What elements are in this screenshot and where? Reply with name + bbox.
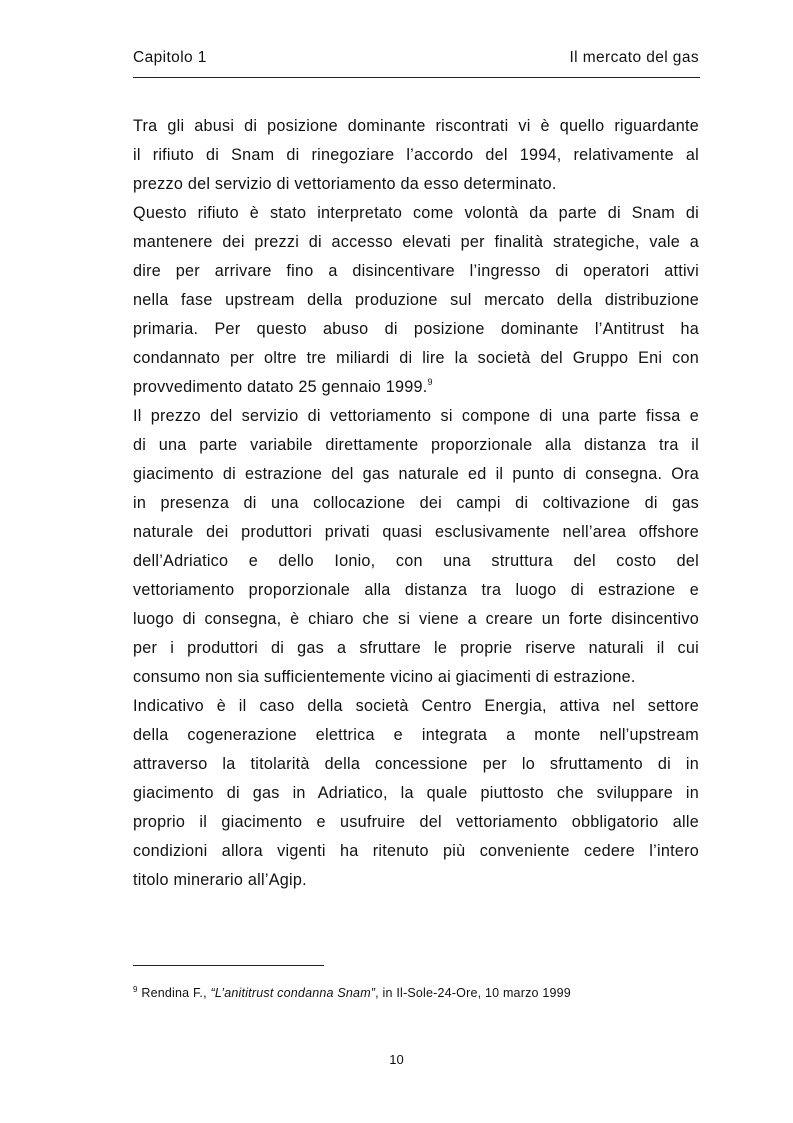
- paragraph-1: [133, 112, 699, 199]
- text-line: titolo minerario all’Agip.: [133, 871, 307, 889]
- footnote-reference[interactable]: 9: [427, 377, 433, 387]
- text-line: luogo di consegna, è chiaro che si viene a creare un forte disincentivo: [133, 610, 699, 628]
- text-line: della cogenerazione elettrica e integrata a monte nell’upstream: [133, 726, 699, 744]
- paragraph-2: [133, 199, 699, 402]
- text-line: primaria. Per questo abuso di posizione dominante l’Antitrust ha: [133, 320, 699, 338]
- text-line: consumo non sia sufficientemente vicino ai giacimenti di estrazione.: [133, 668, 636, 686]
- footnote-number: 9: [133, 985, 138, 994]
- text-line: Indicativo è il caso della società Centro Energia, attiva nel settore: [133, 697, 699, 715]
- text-line: attraverso la titolarità della concessione per lo sfruttamento di in: [133, 755, 699, 773]
- text-line: in presenza di una collocazione dei campi di coltivazione di gas: [133, 494, 699, 512]
- text-line: vettoriamento proporzionale alla distanza tra luogo di estrazione e: [133, 581, 699, 599]
- text-line: condizioni allora vigenti ha ritenuto più conveniente cedere l’intero: [133, 842, 699, 860]
- text-line: di una parte variabile direttamente proporzionale alla distanza tra il: [133, 436, 699, 454]
- footnote-author: Rendina F.,: [141, 986, 211, 1000]
- text-line: naturale dei produttori privati quasi esclusivamente nell’area offshore: [133, 523, 699, 541]
- text-line: dell’Adriatico e dello Ionio, con una struttura del costo del: [133, 552, 699, 570]
- body-text: [133, 112, 699, 895]
- paragraph-3: [133, 402, 699, 692]
- text-line: Tra gli abusi di posizione dominante riscontrati vi è quello riguardante: [133, 117, 699, 135]
- text-line: dire per arrivare fino a disincentivare l’ingresso di operatori attivi: [133, 262, 699, 280]
- text-line-with-footnote: [133, 373, 699, 402]
- paragraph-4: [133, 692, 699, 895]
- text-line: Questo rifiuto è stato interpretato come volontà da parte di Snam di: [133, 204, 699, 222]
- text-line: giacimento di gas in Adriatico, la quale piuttosto che sviluppare in: [133, 784, 699, 802]
- chapter-label: Capitolo 1: [133, 49, 207, 66]
- text-line: provvedimento datato 25 gennaio 1999.: [133, 378, 428, 396]
- text-line: Il prezzo del servizio di vettoriamento si compone di una parte fissa e: [133, 407, 699, 425]
- text-line: mantenere dei prezzi di accesso elevati per finalità strategiche, vale a: [133, 233, 699, 251]
- text-line: per i produttori di gas a sfruttare le proprie riserve naturali il cui: [133, 639, 699, 657]
- page-number: 10: [389, 1052, 404, 1067]
- section-title: Il mercato del gas: [569, 49, 699, 66]
- running-header: [133, 49, 699, 73]
- text-line: il rifiuto di Snam di rinegoziare l’accordo del 1994, relativamente al: [133, 146, 699, 164]
- text-line: nella fase upstream della produzione sul mercato della distribuzione: [133, 291, 699, 309]
- footnote-title: “L’anititrust condanna Snam”: [210, 986, 376, 1000]
- footnote: [133, 986, 571, 1000]
- footnote-divider: [133, 965, 324, 966]
- footnote-source: , in Il-Sole-24-Ore, 10 marzo 1999: [375, 986, 571, 1000]
- header-divider: [133, 77, 700, 78]
- text-line: condannato per oltre tre miliardi di lire la società del Gruppo Eni con: [133, 349, 699, 367]
- text-line: proprio il giacimento e usufruire del vettoriamento obbligatorio alle: [133, 813, 699, 831]
- text-line: giacimento di estrazione del gas naturale ed il punto di consegna. Ora: [133, 465, 699, 483]
- text-line: prezzo del servizio di vettoriamento da esso determinato.: [133, 175, 557, 193]
